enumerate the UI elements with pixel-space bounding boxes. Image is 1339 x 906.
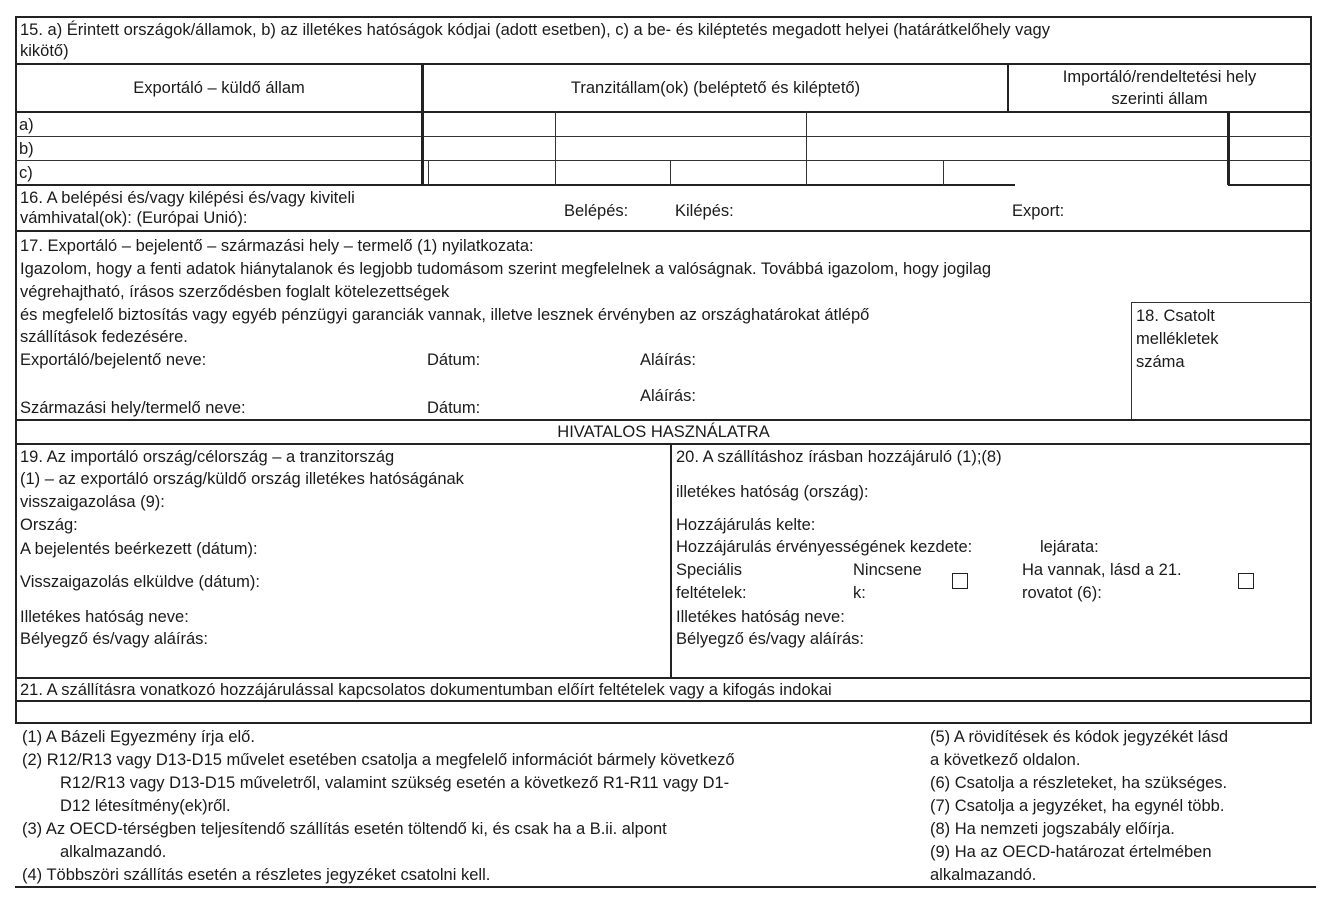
box16-title-line1: 16. A belépési és/vagy kilépési és/vagy kiviteli — [20, 189, 355, 207]
if-any-label-line1: Ha vannak, lásd a 21. — [1022, 561, 1182, 579]
frame-right-border — [1310, 16, 1312, 723]
special-conditions-line1: Speciális — [676, 561, 743, 579]
row-label-c: c) — [19, 164, 33, 182]
box19-line3: visszaigazolása (9): — [20, 493, 165, 511]
box15-title-line1: 15. a) Érintett országok/államok, b) az illetékes hatóságok kódjai (adott esetben), c) a be- és kiléptetés megadott helyei (határátkelőhely vagy — [20, 21, 1050, 39]
box19-20-separator — [670, 443, 672, 677]
box18-line3: száma — [1136, 353, 1185, 371]
expiry-label: lejárata: — [1040, 538, 1099, 556]
box18-line2: mellékletek — [1136, 330, 1219, 348]
col-sep-importer — [1227, 111, 1230, 185]
box18-line1: 18. Csatolt — [1136, 307, 1215, 325]
col-header-importer-line2: szerinti állam — [1111, 90, 1208, 108]
box17-text-line3: és megfelelő biztosítás vagy egyéb pénzügyi garanciák vannak, illetve lesznek érvényben az országhatárokat átlépő — [20, 306, 870, 324]
row-c-line-right — [1228, 184, 1312, 186]
box18-left-line — [1131, 302, 1132, 419]
footnote-7: (7) Csatolja a jegyzéket, ha egynél több. — [930, 797, 1225, 815]
signature-label-2: Aláírás: — [640, 387, 696, 405]
footnote-2-cont1: R12/R13 vagy D13-D15 műveletről, valamint szükség esetén a következő R1-R11 vagy D1- — [60, 774, 730, 792]
box20-authority-name-label: Illetékes hatóság neve: — [676, 608, 845, 626]
col-sep-transit-1 — [555, 111, 556, 185]
box20-line1: 20. A szállításhoz írásban hozzájáruló (1);(8) — [676, 448, 1002, 466]
footnote-1: (1) A Bázeli Egyezmény írja elő. — [22, 728, 255, 746]
footnote-6: (6) Csatolja a részleteket, ha szükséges. — [930, 774, 1228, 792]
row-label-a: a) — [19, 116, 34, 134]
box15-header-line — [15, 63, 1312, 65]
row-a-line — [15, 136, 1312, 137]
box17-text-line2: végrehajtható, írásos szerződésben foglalt kötelezettségek — [20, 283, 450, 301]
frame-bottom-border — [15, 722, 1312, 724]
footnote-3: (3) Az OECD-térségben teljesítendő szállítás esetén töltendő ki, és csak ha a B.ii. alpont — [22, 820, 667, 838]
sent-date-label: Visszaigazolás elküldve (dátum): — [20, 573, 260, 591]
col-sep-transit-c2 — [670, 160, 671, 185]
exit-label: Kilépés: — [675, 202, 734, 220]
producer-name-label: Származási hely/termelő neve: — [20, 399, 246, 417]
col-sep-transit-c3 — [943, 160, 944, 185]
col-sep-transit-2 — [806, 111, 807, 185]
box19-line1: 19. Az importáló ország/célország – a tranzitország — [20, 448, 395, 466]
row-b-line — [15, 160, 1312, 161]
special-conditions-line2: feltételek: — [676, 584, 747, 602]
footnote-2: (2) R12/R13 vagy D13-D15 művelet esetében csatolja a megfelelő információt bármely következő — [22, 751, 735, 769]
date-label-2: Dátum: — [427, 399, 481, 417]
validity-start-label: Hozzájárulás érvényességének kezdete: — [676, 538, 973, 556]
footnote-3-cont: alkalmazandó. — [60, 843, 167, 861]
footnote-4: (4) Többszöri szállítás esetén a részletes jegyzéket csatolni kell. — [22, 866, 491, 884]
box15-colheader-line — [15, 111, 1312, 113]
if-any-label-line2: rovatot (6): — [1022, 584, 1102, 602]
authority-name-label: Illetékes hatóság neve: — [20, 608, 189, 626]
frame-left-border — [15, 16, 17, 723]
row-c-line-left — [15, 184, 1015, 186]
date-label-1: Dátum: — [427, 351, 481, 369]
row-label-b: b) — [19, 140, 34, 158]
col-header-importer-line1: Importáló/rendeltetési hely — [1062, 68, 1257, 86]
none-label-line2: k: — [853, 584, 866, 602]
box19-line2: (1) – az exportáló ország/küldő ország illetékes hatóságának — [20, 470, 464, 488]
box17-title: 17. Exportáló – bejelentő – származási hely – termelő (1) nyilatkozata: — [20, 237, 534, 255]
footnote-8: (8) Ha nemzeti jogszabály előírja. — [930, 820, 1175, 838]
box16-title-line2: vámhivatal(ok): (Európai Unió): — [20, 209, 248, 227]
frame-top-border — [15, 16, 1312, 18]
footnote-9: (9) Ha az OECD-határozat értelmében — [930, 843, 1212, 861]
footnotes-left — [22, 726, 735, 887]
col-sep-c-inner — [428, 160, 429, 185]
col-header-exporter: Exportáló – küldő állam — [133, 79, 305, 97]
box20-stamp-signature-label: Bélyegző és/vagy aláírás: — [676, 630, 865, 648]
box18-top-line — [1131, 302, 1312, 303]
if-any-checkbox[interactable] — [1238, 573, 1254, 589]
export-label: Export: — [1012, 202, 1065, 220]
exporter-name-label: Exportáló/bejelentő neve: — [20, 351, 207, 369]
box17-text-line4: szállítások fedezésére. — [20, 328, 188, 346]
official-bottom-line — [15, 443, 1312, 445]
footnote-9-cont: alkalmazandó. — [930, 866, 1037, 884]
country-label: Ország: — [20, 516, 78, 534]
received-date-label: A bejelentés beérkezett (dátum): — [20, 540, 258, 558]
stamp-signature-label: Bélyegző és/vagy aláírás: — [20, 630, 209, 648]
entry-label: Belépés: — [564, 202, 629, 220]
col-header-transit: Tranzitállam(ok) (beléptető és kiléptető) — [570, 79, 861, 97]
official-use-heading: HIVATALOS HASZNÁLATRA — [557, 423, 770, 441]
box17-text-line1: Igazolom, hogy a fenti adatok hiánytalanok és legjobb tudomásom szerint megfelelnek a valóságnak. Továbbá igazolom, hogy jogilag — [20, 260, 992, 278]
box21-title: 21. A szállításra vonatkozó hozzájárulással kapcsolatos dokumentumban előírt feltételek vagy a kifogás indokai — [20, 681, 832, 699]
consent-date-label: Hozzájárulás kelte: — [676, 516, 816, 534]
none-label-line1: Nincsene — [853, 561, 922, 579]
signature-label-1: Aláírás: — [640, 351, 696, 369]
footnote-2-cont2: D12 létesítmény(ek)ről. — [60, 797, 231, 815]
authority-country-label: illetékes hatóság (ország): — [676, 483, 869, 501]
none-checkbox[interactable] — [952, 573, 968, 589]
box16-bottom-line — [15, 230, 1312, 232]
footnote-5-cont: a következő oldalon. — [930, 751, 1081, 769]
footnote-5: (5) A rövidítések és kódok jegyzékét lásd — [930, 728, 1229, 746]
footnotes-right — [930, 726, 1228, 887]
box15-title-line2: kikötő) — [20, 42, 69, 60]
